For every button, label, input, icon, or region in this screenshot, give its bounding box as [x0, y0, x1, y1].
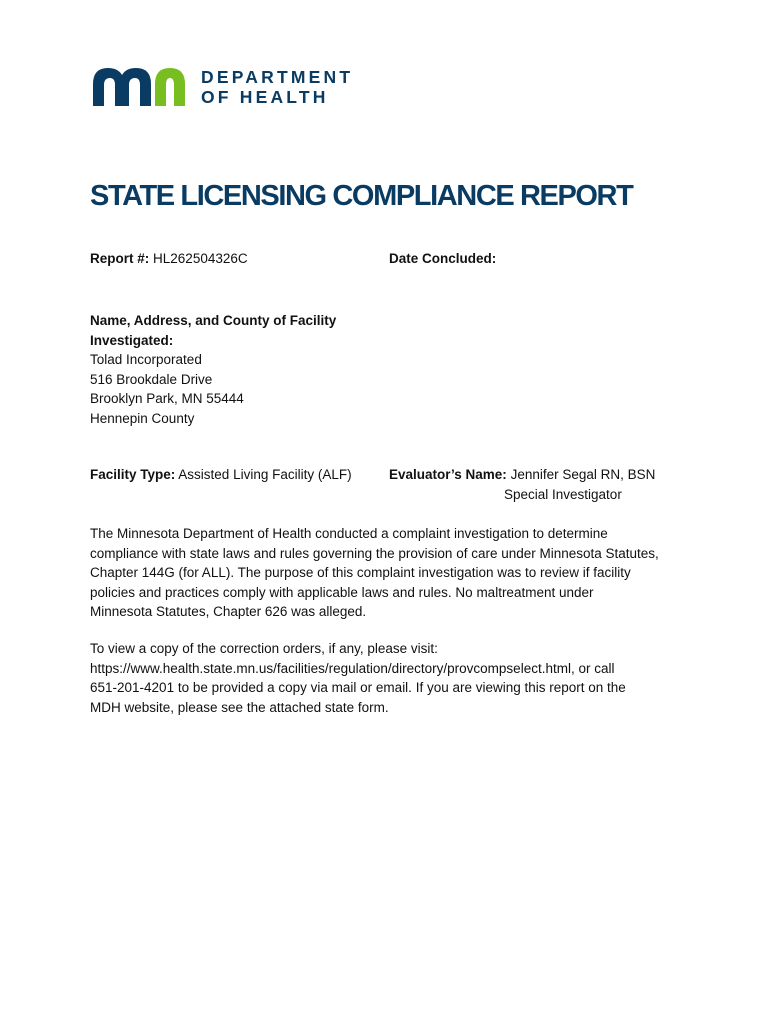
paragraph-line: The Minnesota Department of Health conducted a complaint investigation to determine: [90, 526, 608, 541]
date-concluded-label: Date Concluded:: [389, 251, 497, 266]
facility-label-line1: Name, Address, and County of Facility: [90, 313, 337, 328]
logo-text: [201, 67, 353, 107]
facility-county: Hennepin County: [90, 410, 195, 426]
paragraph-investigation: [90, 524, 659, 622]
paragraph-correction-orders: [90, 639, 626, 717]
facility-type-value: Assisted Living Facility (ALF): [178, 467, 352, 482]
page-title: STATE LICENSING COMPLIANCE REPORT: [90, 180, 633, 212]
logo-line-department: DEPARTMENT: [201, 67, 354, 87]
report-number-value: HL262504326C: [153, 251, 248, 266]
facility-name: Tolad Incorporated: [90, 352, 202, 367]
facility-type: [90, 465, 352, 485]
paragraph-line: 651-201-4201 to be provided a copy via mail or email. If you are viewing this report on the: [90, 680, 626, 695]
facility-label-line2: Investigated:: [90, 332, 174, 348]
paragraph-line: MDH website, please see the attached state form.: [90, 699, 389, 715]
evaluator-name-value: Jennifer Segal RN, BSN: [510, 467, 656, 482]
evaluator-label: Evaluator’s Name:: [389, 467, 507, 482]
report-number-label: Report #:: [90, 251, 150, 266]
evaluator-title: Special Investigator: [504, 487, 622, 502]
logo-line-of-health: OF HEALTH: [201, 87, 329, 107]
mdh-logo: [93, 66, 373, 110]
facility-city: Brooklyn Park, MN 55444: [90, 391, 244, 406]
date-concluded: [389, 249, 496, 269]
paragraph-line: compliance with state laws and rules governing the provision of care under Minnesota Statutes,: [90, 545, 659, 561]
facility-type-label: Facility Type:: [90, 467, 176, 482]
paragraph-line: Minnesota Statutes, Chapter 626 was alleged.: [90, 604, 367, 619]
paragraph-line: policies and practices comply with applicable laws and rules. No maltreatment under: [90, 584, 594, 600]
report-number: [90, 249, 248, 269]
facility-block: [90, 311, 336, 428]
facility-street: 516 Brookdale Drive: [90, 371, 213, 387]
mn-logo-mark-icon: [93, 66, 187, 108]
paragraph-line: To view a copy of the correction orders, if any, please visit:: [90, 641, 438, 656]
paragraph-line-url: https://www.health.state.mn.us/facilities/regulation/directory/provcompselect.html, or call: [90, 660, 615, 676]
evaluator-name: [389, 465, 655, 485]
paragraph-line: Chapter 144G (for ALL). The purpose of this complaint investigation was to review if facility: [90, 565, 631, 580]
